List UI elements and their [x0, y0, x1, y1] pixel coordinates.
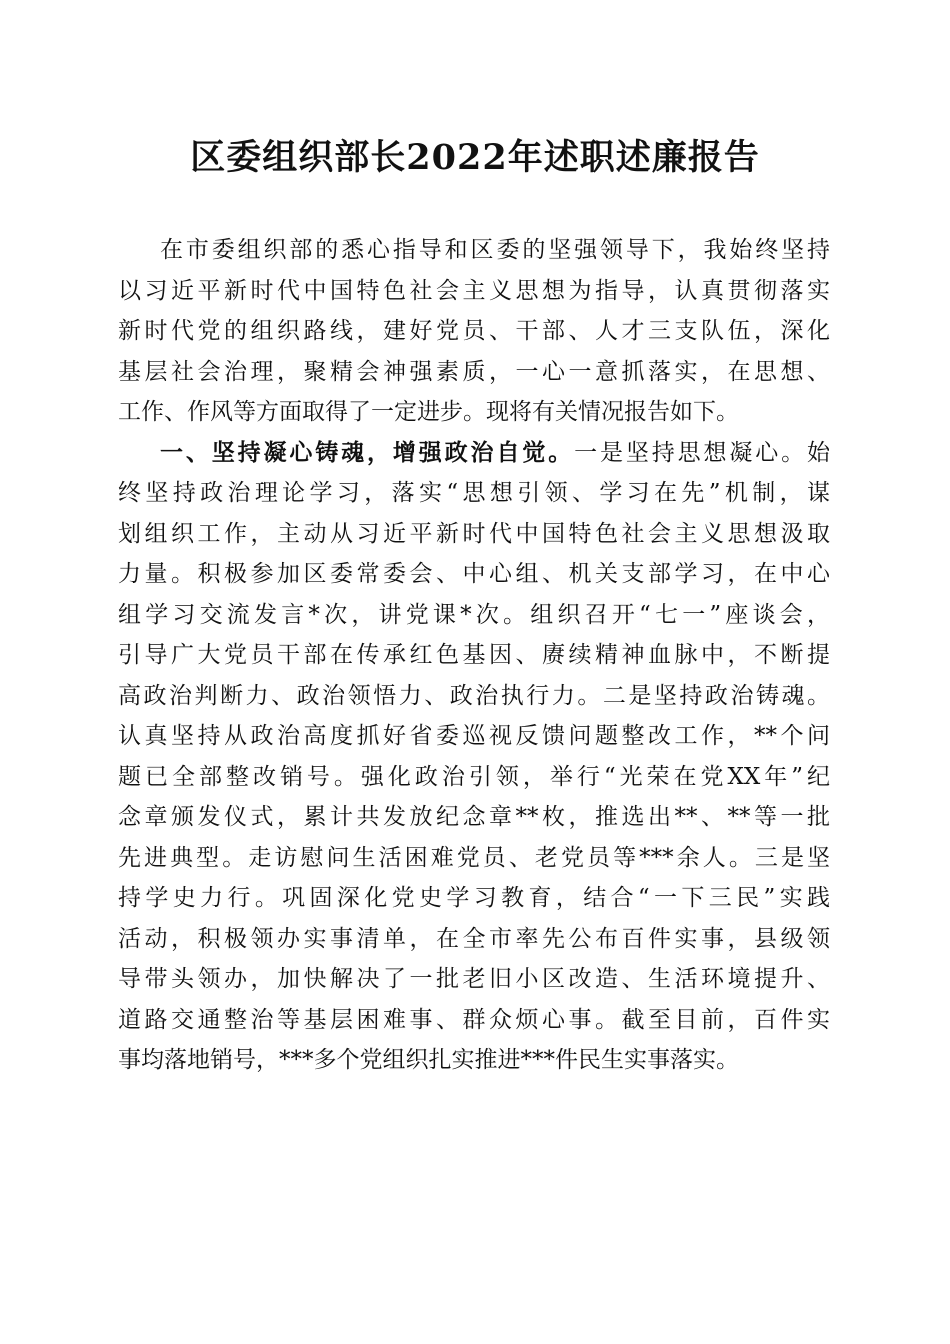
paragraph-line: 持学史力行。巩固深化党史学习教育，结合“一下三民”实践 [118, 885, 830, 911]
paragraph-line: 划组织工作，主动从习近平新时代中国特色社会主义思想汲取 [118, 520, 830, 547]
paragraph-line: 认真坚持从政治高度抓好省委巡视反馈问题整改工作，**个问 [118, 723, 830, 749]
paragraph-line: 念章颁发仪式，累计共发放纪念章**枚，推选出**、**等一批 [118, 804, 830, 830]
paragraph-line: 高政治判断力、政治领悟力、政治执行力。二是坚持政治铸魂。 [118, 682, 830, 709]
paragraph-line: 组学习交流发言*次，讲党课*次。组织召开“七一”座谈会， [118, 601, 830, 628]
paragraph-line: 活动，积极领办实事清单，在全市率先公布百件实事，县级领 [118, 925, 830, 952]
paragraph-line: 先进典型。走访慰问生活困难党员、老党员等***余人。三是坚 [118, 844, 830, 871]
section-heading-line [118, 433, 830, 474]
document-body [118, 230, 830, 1081]
paragraph-line: 事均落地销号，***多个党组织扎实推进***件民生实事落实。 [118, 1047, 739, 1073]
paragraph-line: 导带头领办，加快解决了一批老旧小区改造、生活环境提升、 [118, 966, 830, 992]
paragraph-line: 力量。积极参加区委常委会、中心组、机关支部学习，在中心 [118, 561, 830, 587]
paragraph-line: 终坚持政治理论学习，落实“思想引领、学习在先”机制，谋 [118, 480, 830, 506]
section-heading: 一、坚持凝心铸魂，增强政治自觉。 [160, 438, 575, 466]
paragraph-line: 题已全部整改销号。强化政治引领，举行“光荣在党XX年”纪 [118, 763, 830, 790]
paragraph-line: 以习近平新时代中国特色社会主义思想为指导，认真贯彻落实 [118, 277, 830, 304]
paragraph-line: 在市委组织部的悉心指导和区委的坚强领导下，我始终坚持 [160, 237, 830, 263]
paragraph-line: 新时代党的组织路线，建好党员、干部、人才三支队伍，深化 [118, 318, 830, 344]
intro-paragraph [118, 230, 830, 433]
document-title: 区委组织部长2022年述职述廉报告 [190, 137, 760, 178]
paragraph-line: 引导广大党员干部在传承红色基因、赓续精神血脉中，不断提 [118, 642, 830, 668]
section-one-paragraph [118, 433, 830, 1081]
paragraph-line: 基层社会治理，聚精会神强素质，一心一意抓落实，在思想、 [118, 358, 830, 385]
paragraph-line: 工作、作风等方面取得了一定进步。现将有关情况报告如下。 [118, 399, 739, 425]
paragraph-line: 道路交通整治等基层困难事、群众烦心事。截至目前，百件实 [118, 1006, 830, 1033]
section-heading-rest: 一是坚持思想凝心。始 [574, 439, 831, 466]
